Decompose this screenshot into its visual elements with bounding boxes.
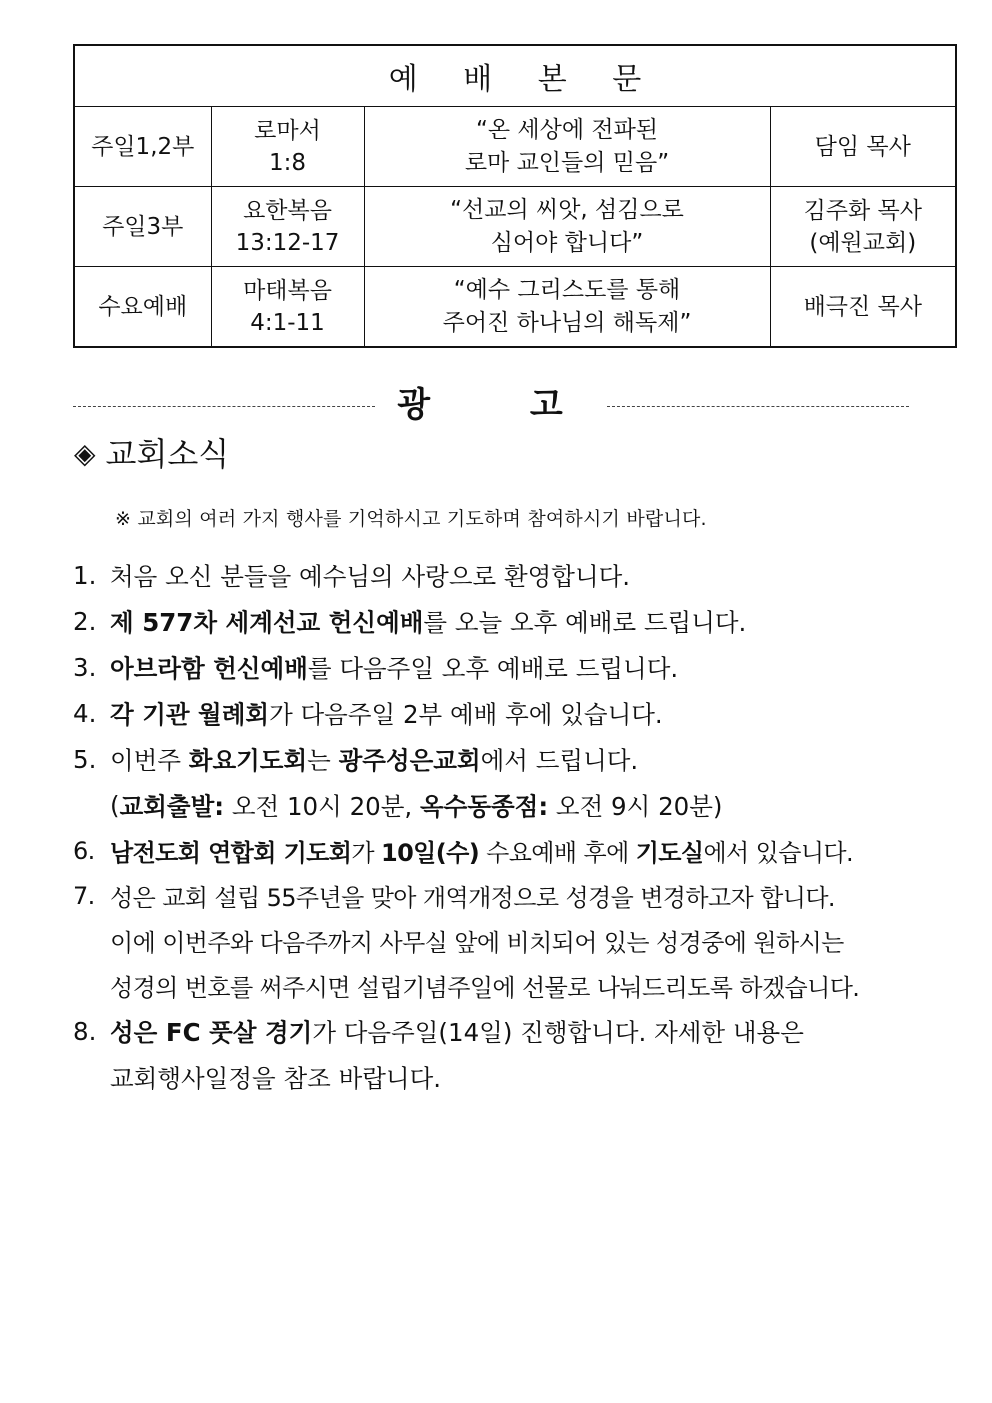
service-name: 수요예배 (74, 267, 211, 348)
preacher (770, 267, 956, 348)
announcement-note: ※ 교회의 여러 가지 행사를 기억하시고 기도하며 참여하시기 바랍니다. (115, 508, 707, 530)
table-row (74, 107, 956, 187)
list-item-continuation: 이에 이번주와 다음주까지 사무실 앞에 비치되어 있는 성경중에 원하시는 (110, 929, 844, 957)
scripture-ref (211, 187, 364, 267)
list-item: 5. 이번주 화요기도회 는 광주성은교회 에서 드립니다. (73, 744, 639, 775)
announcements-divider (73, 376, 909, 426)
list-item-continuation: ( 교회출발: 오전 10시 20분, 옥수동종점: 오전 9시 20분) (110, 790, 723, 821)
list-item-continuation: 성경의 번호를 써주시면 설립기념주일에 선물로 나눠드리도록 하겠습니다. (110, 974, 860, 1002)
scripture-verse: 4:1-11 (250, 309, 325, 336)
sermon-title (364, 267, 770, 348)
scripture-verse: 1:8 (268, 149, 306, 176)
service-name: 주일1,2부 (74, 107, 211, 187)
scripture-ref (211, 107, 364, 187)
table-row (74, 187, 956, 267)
diamond-bullet-icon: ◈ (74, 437, 96, 470)
service-name: 주일3부 (74, 187, 211, 267)
sermon-title-line1: “선교의 씨앗, 섬김으로 (450, 196, 684, 223)
sermon-title-line2: 주어진 하나님의 해독제” (442, 309, 692, 336)
preacher (770, 107, 956, 187)
sermon-title (364, 107, 770, 187)
list-item: 6. 남전도회 연합회 기도회 가 10일(수) 수요예배 후에 기도실 에서 있습니다. (73, 836, 854, 867)
preacher (770, 187, 956, 267)
section-title: 교회소식 (105, 435, 230, 473)
list-item: 4. 각 기관 월례회 가 다음주일 2부 예배 후에 있습니다. (73, 698, 663, 729)
preacher-name: 김주화 목사 (803, 197, 922, 224)
list-item: 2. 제 577차 세계선교 헌신예배 를 오늘 오후 예배로 드립니다. (73, 606, 747, 637)
announcements-title: 광 고 (397, 384, 607, 425)
section-heading (74, 432, 229, 476)
dashed-rule-right (607, 406, 909, 407)
preacher-name: 담임 목사 (814, 133, 911, 160)
list-item: 3. 아브라함 헌신예배 를 다음주일 오후 예배로 드립니다. (73, 652, 679, 683)
sermon-title-line1: “온 세상에 전파된 (475, 116, 659, 143)
preacher-name: 배극진 목사 (803, 293, 922, 320)
announcement-list (73, 552, 953, 1100)
sermon-title (364, 187, 770, 267)
scripture-book: 로마서 (254, 117, 321, 144)
schedule-title: 예 배 본 문 (74, 45, 956, 107)
list-item: 8. 성은 FC 풋살 경기 가 다음주일(14일) 진행합니다. 자세한 내용은 (73, 1016, 804, 1047)
sermon-title-line2: 심어야 합니다” (490, 229, 644, 256)
scripture-verse: 13:12-17 (235, 229, 340, 256)
scripture-ref (211, 267, 364, 348)
list-item: 7. 성은 교회 설립 55주년을 맞아 개역개정으로 성경을 변경하고자 합니다. (73, 881, 835, 912)
scripture-book: 마태복음 (243, 277, 332, 304)
scripture-book: 요한복음 (243, 197, 332, 224)
list-item-continuation: 교회행사일정을 참조 바랍니다. (110, 1063, 442, 1093)
sermon-title-line1: “예수 그리스도를 통해 (453, 276, 681, 303)
preacher-church: (예원교회) (809, 229, 917, 256)
sermon-title-line2: 로마 교인들의 믿음” (464, 149, 670, 176)
sermon-schedule-table (73, 44, 957, 348)
list-item: 1. 처음 오신 분들을 예수님의 사랑으로 환영합니다. (73, 560, 631, 591)
dashed-rule-left (73, 406, 375, 407)
table-row (74, 267, 956, 348)
